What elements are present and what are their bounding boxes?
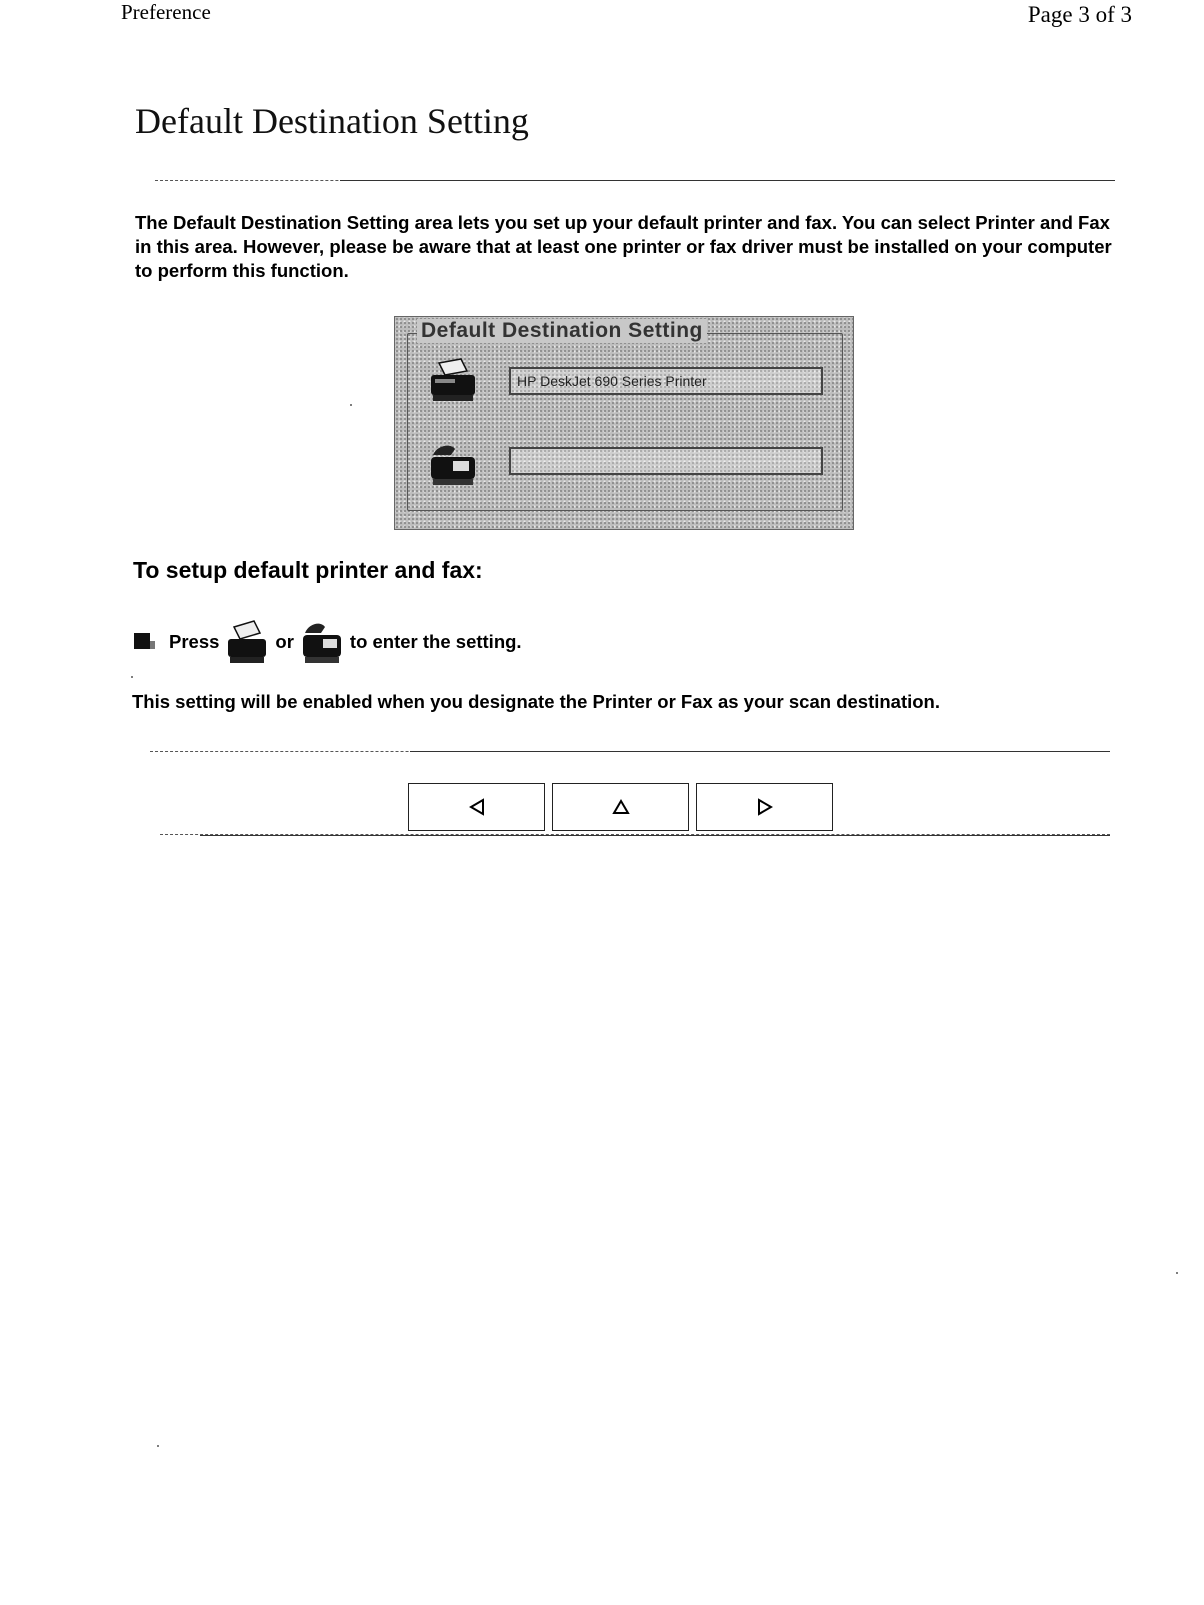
scan-speck: [157, 1445, 159, 1447]
default-fax-field[interactable]: [509, 447, 823, 475]
enable-note: This setting will be enabled when you designate the Printer or Fax as your scan destination.: [132, 691, 941, 712]
default-destination-screenshot: [394, 316, 854, 530]
default-printer-field[interactable]: HP DeskJet 690 Series Printer: [509, 367, 823, 395]
bullet-icon: [133, 631, 157, 653]
next-page-button[interactable]: [696, 783, 833, 831]
intro-paragraph: The Default Destination Setting area lets you set up your default printer and fax. You can select Printer and Fax in this area. However, please be aware that at least one printer or fax driver must be installed on your computer to perform this function.: [135, 212, 1112, 281]
printer-icon[interactable]: [425, 357, 481, 403]
step-or-text: or: [275, 631, 294, 652]
fax-icon[interactable]: [425, 441, 481, 487]
up-triangle-icon: [612, 798, 630, 816]
printer-button-icon: [224, 619, 270, 665]
up-page-button[interactable]: [552, 783, 689, 831]
bottom-divider-top-solid: [410, 751, 1110, 752]
panel-title: Default Destination Setting: [417, 319, 707, 343]
step-rest-text: to enter the setting.: [349, 631, 522, 652]
right-triangle-icon: [756, 798, 774, 816]
page-title: Default Destination Setting: [135, 101, 529, 141]
fax-button-icon: [299, 619, 345, 665]
header-section-name: Preference: [121, 0, 211, 24]
setup-step: [133, 619, 522, 665]
scan-speck: [131, 676, 133, 678]
scan-speck: [350, 404, 352, 406]
header-page-number: Page 3 of 3: [1027, 2, 1132, 27]
bottom-divider-bottom-solid: [200, 835, 1110, 836]
scan-speck: [1176, 1272, 1178, 1274]
setup-subheading: To setup default printer and fax:: [133, 557, 483, 583]
top-divider-solid: [340, 180, 1115, 181]
left-triangle-icon: [468, 798, 486, 816]
step-press-text: Press: [169, 631, 220, 652]
previous-page-button[interactable]: [408, 783, 545, 831]
